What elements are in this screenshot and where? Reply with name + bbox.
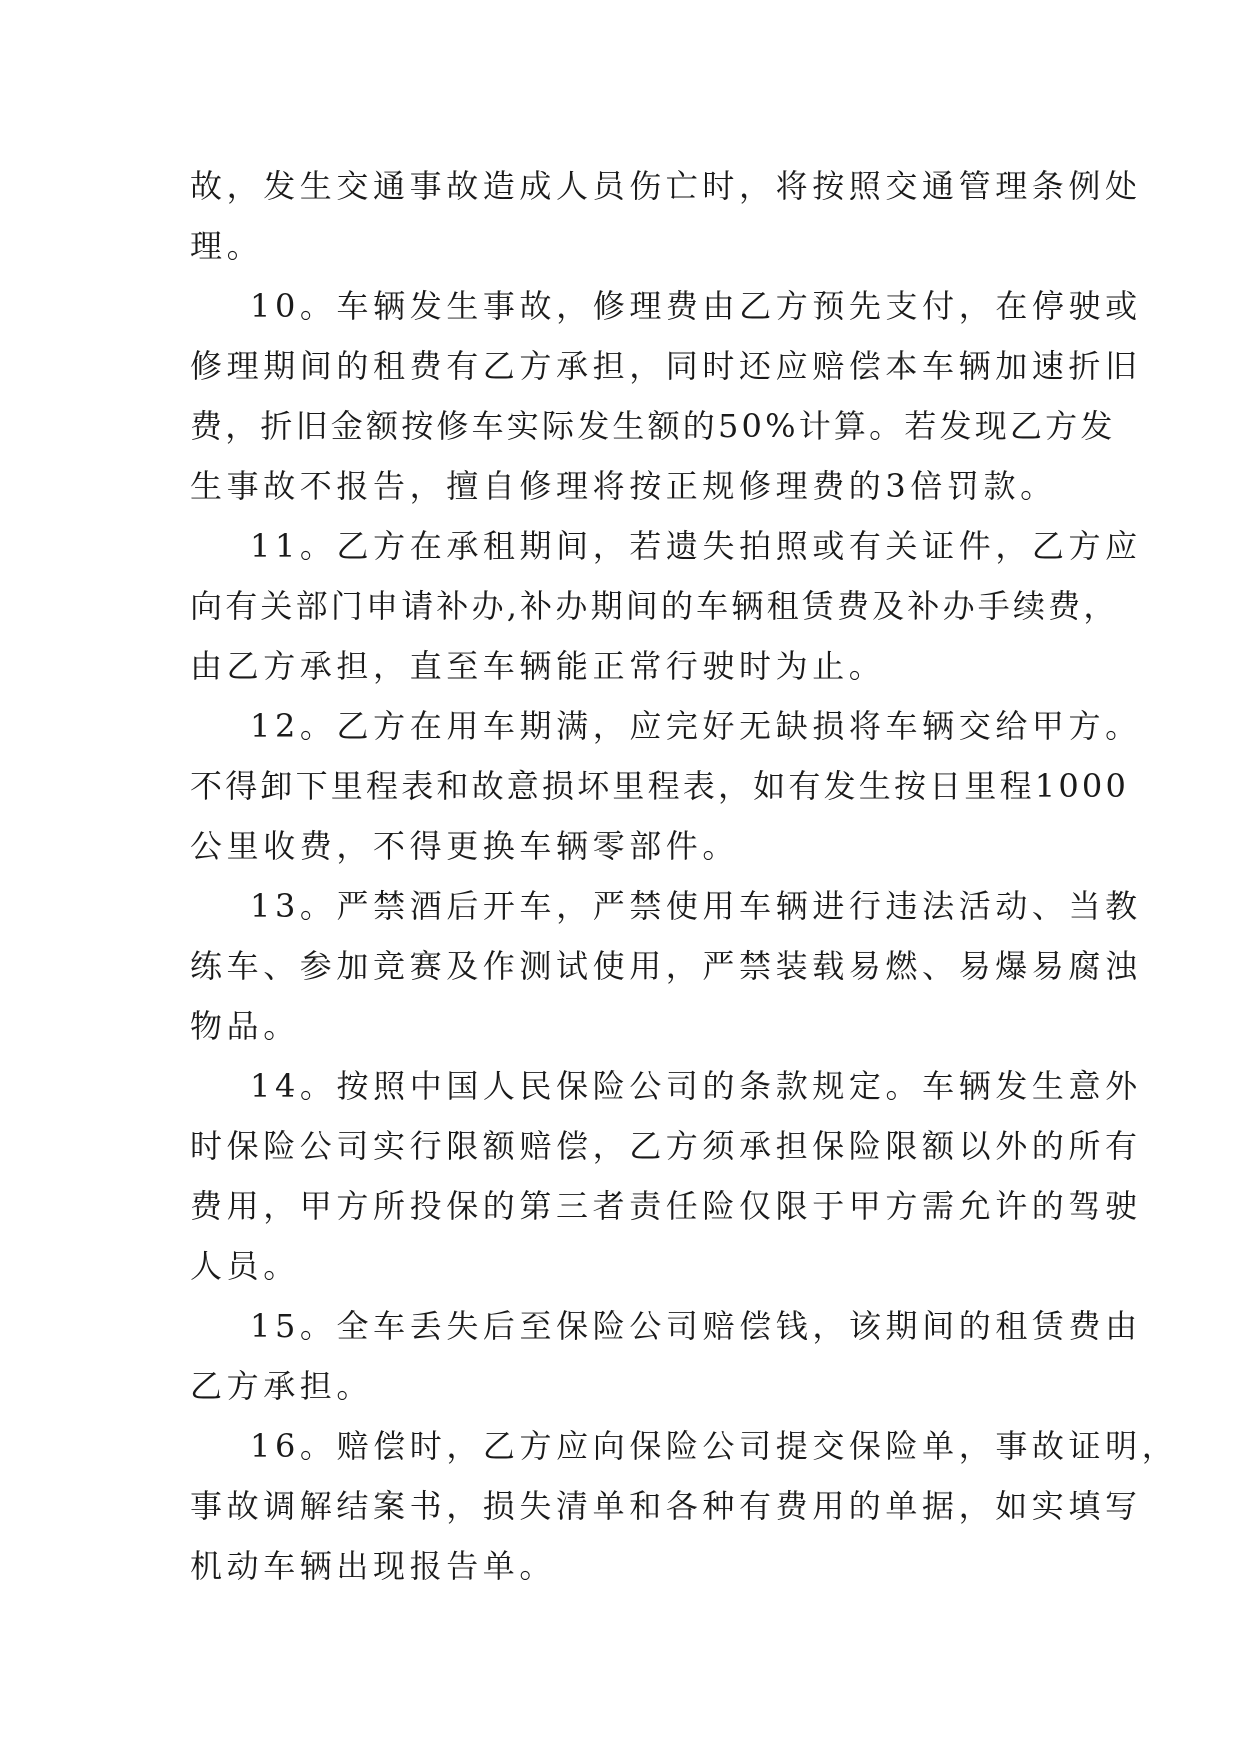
text-line: 理。 [190,227,264,265]
text-line: 公里收费，不得更换车辆零部件。 [190,827,740,865]
text-line: 事故调解结案书，损失清单和各种有费用的单据，如实填写 [190,1487,1142,1525]
text-line: 人员。 [190,1247,300,1285]
text-line: 不得卸下里程表和故意损坏里程表，如有发生按日里程1000 [190,767,1130,805]
clause-15-line: 15。全车丢失后至保险公司赔偿钱，该期间的租赁费由 [250,1307,1142,1345]
clause-11-line: 11。乙方在承租期间，若遗失拍照或有关证件，乙方应 [250,527,1142,565]
clause-12-line: 12。乙方在用车期满，应完好无缺损将车辆交给甲方。 [250,707,1142,745]
text-line: 费，折旧金额按修车实际发生额的50%计算。若发现乙方发 [190,407,1116,445]
clause-13-line: 13。严禁酒后开车，严禁使用车辆进行违法活动、当教 [250,887,1142,925]
text-line: 乙方承担。 [190,1367,374,1405]
text-line: 机动车辆出现报告单。 [190,1547,557,1585]
text-line: 时保险公司实行限额赔偿，乙方须承担保险限额以外的所有 [190,1127,1142,1165]
clause-14-line: 14。按照中国人民保险公司的条款规定。车辆发生意外 [250,1067,1142,1105]
clause-10-line: 10。车辆发生事故，修理费由乙方预先支付，在停驶或 [250,287,1142,325]
text-line: 故，发生交通事故造成人员伤亡时，将按照交通管理条例处 [190,167,1142,205]
text-line: 修理期间的租费有乙方承担，同时还应赔偿本车辆加速折旧 [190,347,1142,385]
text-line: 物品。 [190,1007,300,1045]
text-line: 向有关部门申请补办,补办期间的车辆租赁费及补办手续费， [190,587,1119,625]
text-line: 生事故不报告，擅自修理将按正规修理费的3倍罚款。 [190,467,1057,505]
clause-16-line: 16。赔偿时，乙方应向保险公司提交保险单，事故证明， [250,1427,1179,1465]
text-line: 由乙方承担，直至车辆能正常行驶时为止。 [190,647,886,685]
text-line: 练车、参加竞赛及作测试使用，严禁装载易燃、易爆易腐浊 [190,947,1142,985]
text-line: 费用，甲方所投保的第三者责任险仅限于甲方需允许的驾驶 [190,1187,1142,1225]
